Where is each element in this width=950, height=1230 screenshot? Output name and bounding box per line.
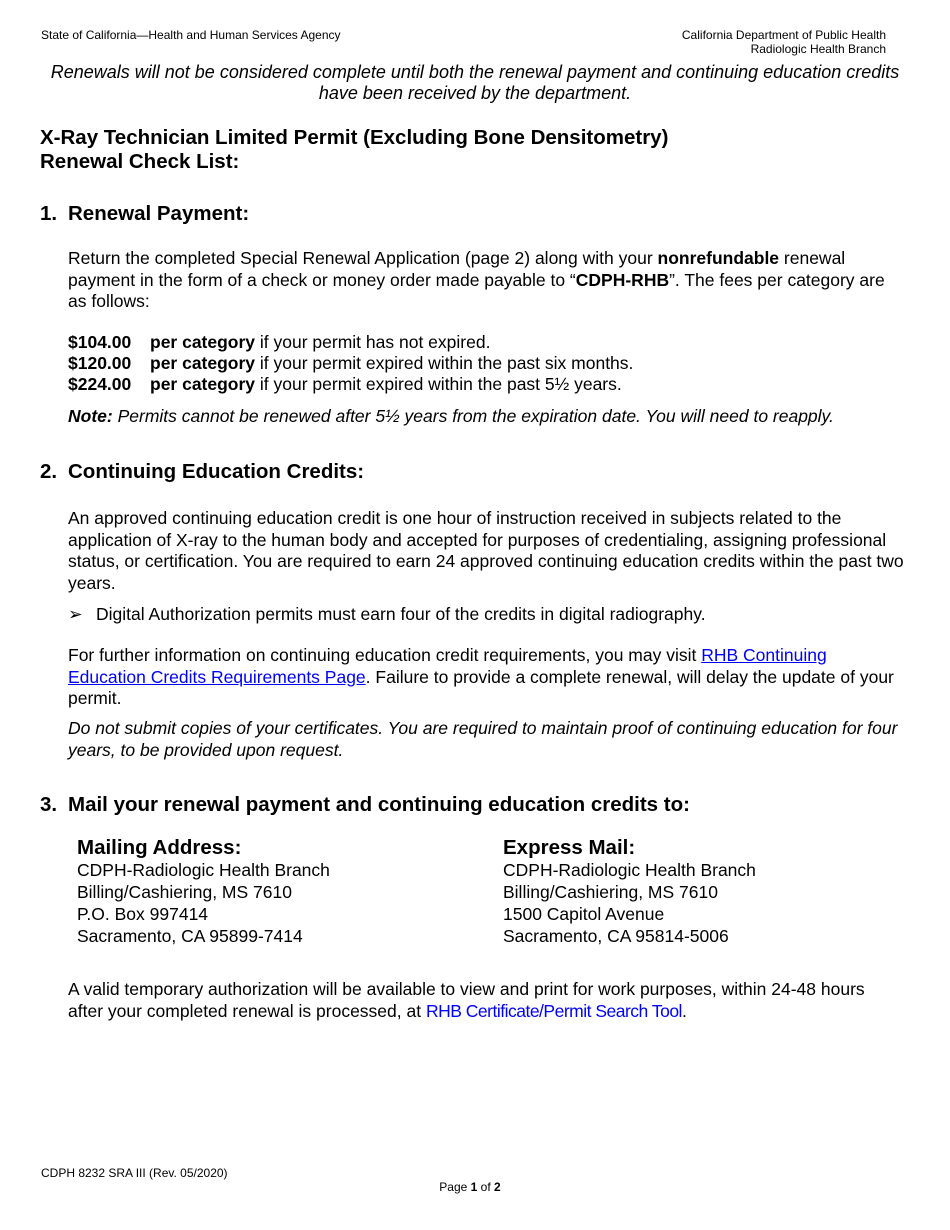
branch-name: Radiologic Health Branch — [750, 42, 886, 56]
fee-label: per category — [150, 353, 256, 373]
temp-auth-text-a: A valid temporary authorization will be available to view and print for work purposes, within 24-48 hours after your completed renewal is processed, at — [68, 979, 865, 1021]
ce-info-text-a: For further information on continuing education credit requirements, you may visit — [68, 645, 702, 665]
fee-text: if your permit has not expired. — [255, 332, 491, 352]
form-id: CDPH 8232 SRA III (Rev. 05/2020) — [41, 1166, 228, 1180]
agency-header: State of California—Health and Human Services Agency — [41, 28, 341, 42]
address-line: CDPH-Radiologic Health Branch — [503, 860, 756, 880]
ce-info-text-b: . Failure to provide a complete renewal, will delay the update of your permit. — [68, 666, 894, 708]
title-line-1: X-Ray Technician Limited Permit (Excluding Bone Densitometry) — [40, 126, 669, 149]
page-current: 1 — [470, 1180, 478, 1194]
section-2-number: 2. — [40, 460, 58, 483]
page-number — [0, 1180, 940, 1194]
section-3-title: Mail your renewal payment and continuing education credits to: — [68, 793, 690, 816]
express-mail-heading: Express Mail: — [503, 836, 636, 859]
nonrefundable-text: nonrefundable — [657, 248, 780, 268]
payment-text-a: Return the completed Special Renewal Application (page 2) along with your — [68, 248, 658, 268]
department-name: California Department of Public Health — [681, 28, 886, 42]
address-line: Sacramento, CA 95899-7414 — [77, 926, 303, 946]
fee-text: if your permit expired within the past six months. — [255, 353, 634, 373]
note-text: Permits cannot be renewed after 5½ years from the expiration date. You will need to reapply. — [112, 406, 834, 426]
certificate-notice: Do not submit copies of your certificates. You are required to maintain proof of continuing education for four years, to be provided upon request. — [68, 718, 898, 760]
section-1-number: 1. — [40, 202, 58, 225]
fee-amount: $104.00 — [68, 332, 132, 352]
temporary-authorization-paragraph — [68, 979, 868, 1022]
express-mail-block — [503, 837, 756, 947]
payee-text: CDPH-RHB — [575, 269, 670, 290]
section-3-heading — [40, 793, 690, 817]
arrow-bullet-icon: ➢ — [68, 604, 83, 624]
ce-info-paragraph — [68, 645, 908, 710]
title-line-2: Renewal Check List: — [40, 150, 240, 173]
permit-search-tool-link[interactable]: RHB Certificate/Permit Search Tool — [425, 1000, 682, 1021]
fee-amount: $224.00 — [68, 374, 132, 394]
address-line: Sacramento, CA 95814-5006 — [503, 926, 729, 946]
section-1-title: Renewal Payment: — [68, 202, 250, 225]
renewal-note — [68, 406, 908, 428]
payment-text-c: ”. The fees per category are as follows: — [68, 269, 885, 311]
section-2-heading — [40, 460, 364, 484]
department-header — [682, 28, 886, 56]
temp-auth-text-b: . — [681, 1000, 687, 1021]
fee-row — [68, 374, 633, 395]
note-label: Note: — [68, 406, 113, 426]
section-3-number: 3. — [40, 793, 58, 816]
page-title — [40, 126, 668, 174]
of-word: of — [477, 1180, 495, 1194]
ce-requirements-link[interactable]: RHB Continuing Education Credits Requirements Page — [68, 645, 827, 687]
address-line: Billing/Cashiering, MS 7610 — [503, 882, 718, 902]
fee-label: per category — [150, 332, 256, 352]
mailing-address-block — [77, 837, 330, 947]
fee-text: if your permit expired within the past 5½ years. — [255, 374, 622, 394]
intro-notice: Renewals will not be considered complete until both the renewal payment and continuing education credits have been received by the department. — [50, 62, 900, 103]
section-2-title: Continuing Education Credits: — [68, 460, 365, 483]
fee-row — [68, 353, 633, 374]
mailing-address-heading: Mailing Address: — [77, 836, 242, 859]
fee-label: per category — [150, 374, 256, 394]
address-line: P.O. Box 997414 — [77, 904, 209, 924]
fee-list — [68, 332, 633, 395]
address-line: CDPH-Radiologic Health Branch — [77, 860, 330, 880]
page-total: 2 — [494, 1180, 501, 1194]
digital-auth-bullet — [68, 604, 706, 625]
bullet-text: Digital Authorization permits must earn four of the credits in digital radiography. — [96, 604, 706, 624]
page-word: Page — [439, 1180, 471, 1194]
ce-paragraph: An approved continuing education credit is one hour of instruction received in subjects related to the application of X-ray to the human body and accepted for purposes of credentialing, assigning professional status, or certification. You are required to earn 24 approved continuing education credits within the past two years. — [68, 508, 904, 593]
fee-amount: $120.00 — [68, 353, 132, 373]
payment-text-b: renewal payment in the form of a check or money order made payable to “ — [68, 248, 846, 290]
fee-row — [68, 332, 633, 353]
section-1-heading — [40, 202, 249, 226]
address-line: 1500 Capitol Avenue — [503, 904, 665, 924]
payment-paragraph — [68, 248, 908, 313]
address-line: Billing/Cashiering, MS 7610 — [77, 882, 292, 902]
